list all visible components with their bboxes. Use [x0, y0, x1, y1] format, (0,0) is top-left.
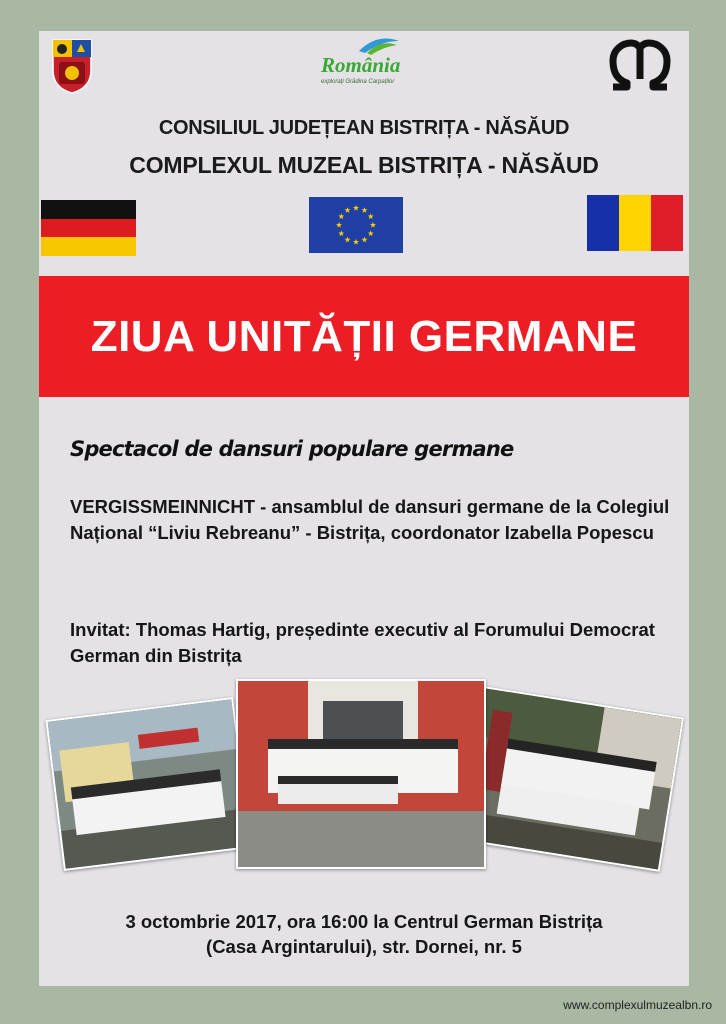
museum-title: COMPLEXUL MUZEAL BISTRIȚA - NĂSĂUD	[129, 152, 599, 178]
event-title: ZIUA UNITĂȚII GERMANE	[90, 311, 638, 361]
photo-dancers-building	[236, 679, 486, 869]
germany-flag	[41, 200, 136, 256]
eu-flag	[309, 197, 403, 253]
romania-tourism-logo	[309, 35, 419, 93]
romania-tagline: explorați Grădina Carpaților	[321, 79, 395, 85]
event-address-line: (Casa Argintarului), str. Dornei, nr. 5	[206, 936, 522, 957]
museum-logo-icon	[605, 39, 675, 91]
title-banner	[39, 276, 689, 397]
ensemble-description: VERGISSMEINNICHT - ansamblul de dansuri germane de la Colegiul Național “Liviu Rebreanu” - Bistrița, coordonator Izabella Popescu	[70, 496, 670, 543]
event-date-location	[39, 909, 689, 959]
romania-logo-text: România	[321, 53, 401, 77]
photo-dancers-group	[460, 686, 684, 872]
romania-flag	[587, 195, 683, 251]
poster	[39, 31, 689, 986]
photo-dancers-outdoor	[45, 697, 251, 871]
event-date-line: 3 octombrie 2017, ora 16:00 la Centrul German Bistrița	[125, 911, 603, 932]
event-subtitle: Spectacol de dansuri populare germane	[70, 437, 514, 461]
guest-description: Invitat: Thomas Hartig, președinte executiv al Forumului Democrat German din Bistrița	[70, 619, 655, 666]
website-link[interactable]: www.complexulmuzealbn.ro	[563, 998, 712, 1012]
council-title: CONSILIUL JUDEȚEAN BISTRIȚA - NĂSĂUD	[158, 117, 570, 139]
leaf-swoosh-icon	[357, 35, 401, 55]
county-crest-icon	[51, 38, 93, 94]
